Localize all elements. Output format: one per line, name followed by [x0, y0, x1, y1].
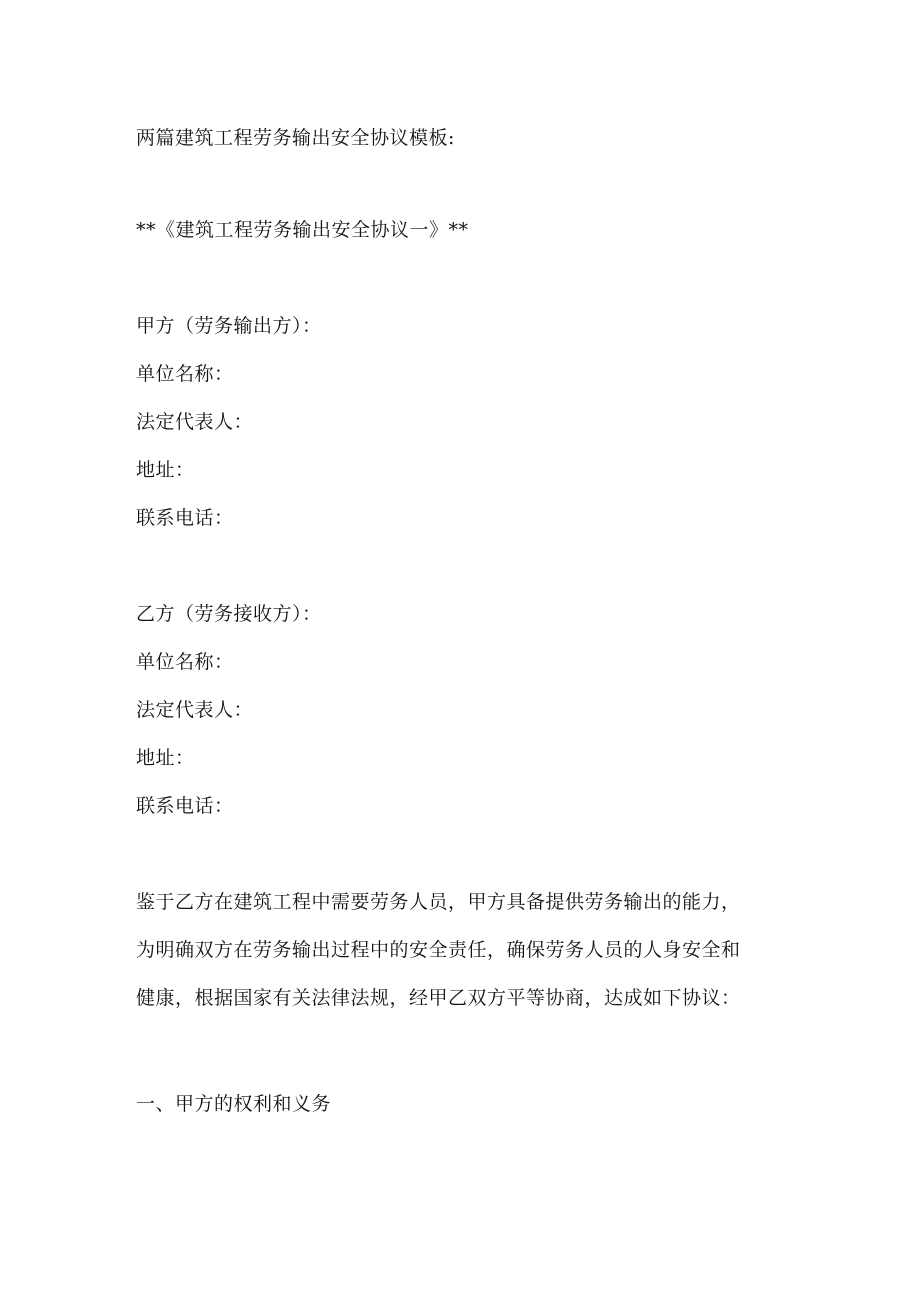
party-b-address-label: 地址： [136, 747, 195, 769]
party-b-heading: 乙方（劳务接收方）： [136, 603, 322, 625]
party-b-phone-label: 联系电话： [136, 795, 234, 817]
party-a-unit-name-label: 单位名称： [136, 363, 234, 385]
party-b-unit-name-label: 单位名称： [136, 651, 234, 673]
party-a-address-label: 地址： [136, 459, 195, 481]
party-a-heading: 甲方（劳务输出方）： [136, 315, 322, 337]
preamble-line: 鉴于乙方在建筑工程中需要劳务人员，甲方具备提供劳务输出的能力， [136, 891, 741, 913]
preamble-line: 为明确双方在劳务输出过程中的安全责任，确保劳务人员的人身安全和 [136, 939, 741, 961]
intro-line: 两篇建筑工程劳务输出安全协议模板: [136, 127, 455, 149]
party-a-legal-rep-label: 法定代表人： [136, 411, 254, 433]
party-b-legal-rep-label: 法定代表人： [136, 699, 254, 721]
preamble-line: 健康，根据国家有关法律法规，经甲乙双方平等协商，达成如下协议： [136, 987, 741, 1009]
section-1-heading: 一、甲方的权利和义务 [136, 1093, 332, 1115]
agreement-title: **《建筑工程劳务输出安全协议一》** [136, 219, 469, 241]
party-a-phone-label: 联系电话： [136, 507, 234, 529]
